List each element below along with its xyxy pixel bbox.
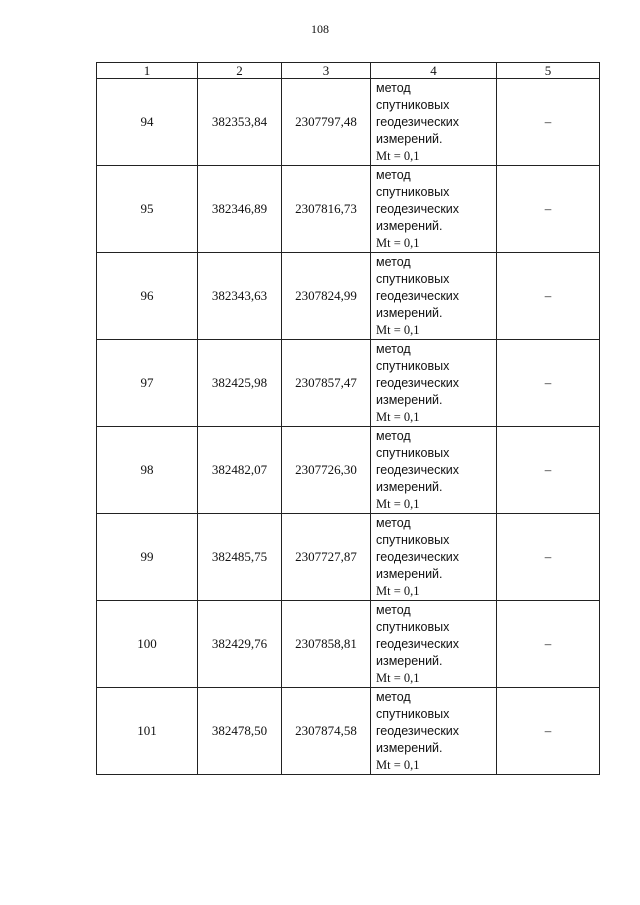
table-row [97, 166, 600, 253]
method-line: спутниковых [376, 185, 450, 199]
note-cell: – [497, 253, 600, 340]
coordinate-y: 2307816,73 [282, 166, 371, 253]
note-cell: – [497, 340, 600, 427]
point-number: 94 [97, 79, 198, 166]
accuracy-value: Mt = 0,1 [376, 410, 420, 424]
coordinate-x: 382353,84 [198, 79, 282, 166]
coordinate-x: 382482,07 [198, 427, 282, 514]
coordinate-x: 382478,50 [198, 688, 282, 775]
method-cell [371, 166, 497, 253]
method-line: метод [376, 603, 411, 617]
column-header-5: 5 [497, 63, 600, 79]
column-header-2: 2 [198, 63, 282, 79]
method-line: спутниковых [376, 359, 450, 373]
note-cell: – [497, 79, 600, 166]
note-cell: – [497, 688, 600, 775]
column-header-1: 1 [97, 63, 198, 79]
method-line: измерений. [376, 132, 443, 146]
coordinate-x: 382429,76 [198, 601, 282, 688]
method-line: геодезических [376, 376, 460, 390]
method-line: метод [376, 255, 411, 269]
method-line: спутниковых [376, 446, 450, 460]
method-line: геодезических [376, 463, 460, 477]
table-row [97, 79, 600, 166]
table-row [97, 427, 600, 514]
method-cell [371, 514, 497, 601]
method-cell [371, 253, 497, 340]
note-cell: – [497, 166, 600, 253]
accuracy-value: Mt = 0,1 [376, 149, 420, 163]
method-line: измерений. [376, 654, 443, 668]
method-cell [371, 688, 497, 775]
accuracy-value: Mt = 0,1 [376, 323, 420, 337]
point-number: 98 [97, 427, 198, 514]
coordinates-table [96, 62, 600, 775]
coordinate-y: 2307727,87 [282, 514, 371, 601]
accuracy-value: Mt = 0,1 [376, 584, 420, 598]
method-line: метод [376, 429, 411, 443]
method-line: спутниковых [376, 533, 450, 547]
coordinate-x: 382343,63 [198, 253, 282, 340]
coordinate-x: 382485,75 [198, 514, 282, 601]
method-cell [371, 427, 497, 514]
method-line: измерений. [376, 219, 443, 233]
method-line: измерений. [376, 741, 443, 755]
accuracy-value: Mt = 0,1 [376, 497, 420, 511]
note-cell: – [497, 514, 600, 601]
note-cell: – [497, 427, 600, 514]
table-row [97, 514, 600, 601]
point-number: 95 [97, 166, 198, 253]
point-number: 97 [97, 340, 198, 427]
method-line: спутниковых [376, 620, 450, 634]
coordinate-y: 2307857,47 [282, 340, 371, 427]
method-line: геодезических [376, 724, 460, 738]
method-line: геодезических [376, 550, 460, 564]
point-number: 100 [97, 601, 198, 688]
coordinate-y: 2307726,30 [282, 427, 371, 514]
method-cell [371, 601, 497, 688]
point-number: 99 [97, 514, 198, 601]
method-line: геодезических [376, 637, 460, 651]
column-header-3: 3 [282, 63, 371, 79]
note-cell: – [497, 601, 600, 688]
coordinate-x: 382425,98 [198, 340, 282, 427]
method-line: спутниковых [376, 98, 450, 112]
method-line: спутниковых [376, 272, 450, 286]
table-header-row [97, 63, 600, 79]
accuracy-value: Mt = 0,1 [376, 758, 420, 772]
method-line: метод [376, 81, 411, 95]
method-line: измерений. [376, 393, 443, 407]
table-row [97, 340, 600, 427]
page-number: 108 [311, 22, 329, 36]
coordinate-y: 2307858,81 [282, 601, 371, 688]
method-line: геодезических [376, 289, 460, 303]
accuracy-value: Mt = 0,1 [376, 236, 420, 250]
method-line: измерений. [376, 306, 443, 320]
method-line: метод [376, 690, 411, 704]
method-cell [371, 79, 497, 166]
coordinate-y: 2307874,58 [282, 688, 371, 775]
coordinate-y: 2307797,48 [282, 79, 371, 166]
method-line: спутниковых [376, 707, 450, 721]
coordinate-y: 2307824,99 [282, 253, 371, 340]
coordinate-x: 382346,89 [198, 166, 282, 253]
method-line: измерений. [376, 567, 443, 581]
point-number: 96 [97, 253, 198, 340]
table-row [97, 601, 600, 688]
method-line: геодезических [376, 202, 460, 216]
method-line: метод [376, 342, 411, 356]
table-row [97, 253, 600, 340]
accuracy-value: Mt = 0,1 [376, 671, 420, 685]
column-header-4: 4 [371, 63, 497, 79]
table-row [97, 688, 600, 775]
method-line: измерений. [376, 480, 443, 494]
method-line: метод [376, 516, 411, 530]
point-number: 101 [97, 688, 198, 775]
method-line: метод [376, 168, 411, 182]
method-cell [371, 340, 497, 427]
method-line: геодезических [376, 115, 460, 129]
